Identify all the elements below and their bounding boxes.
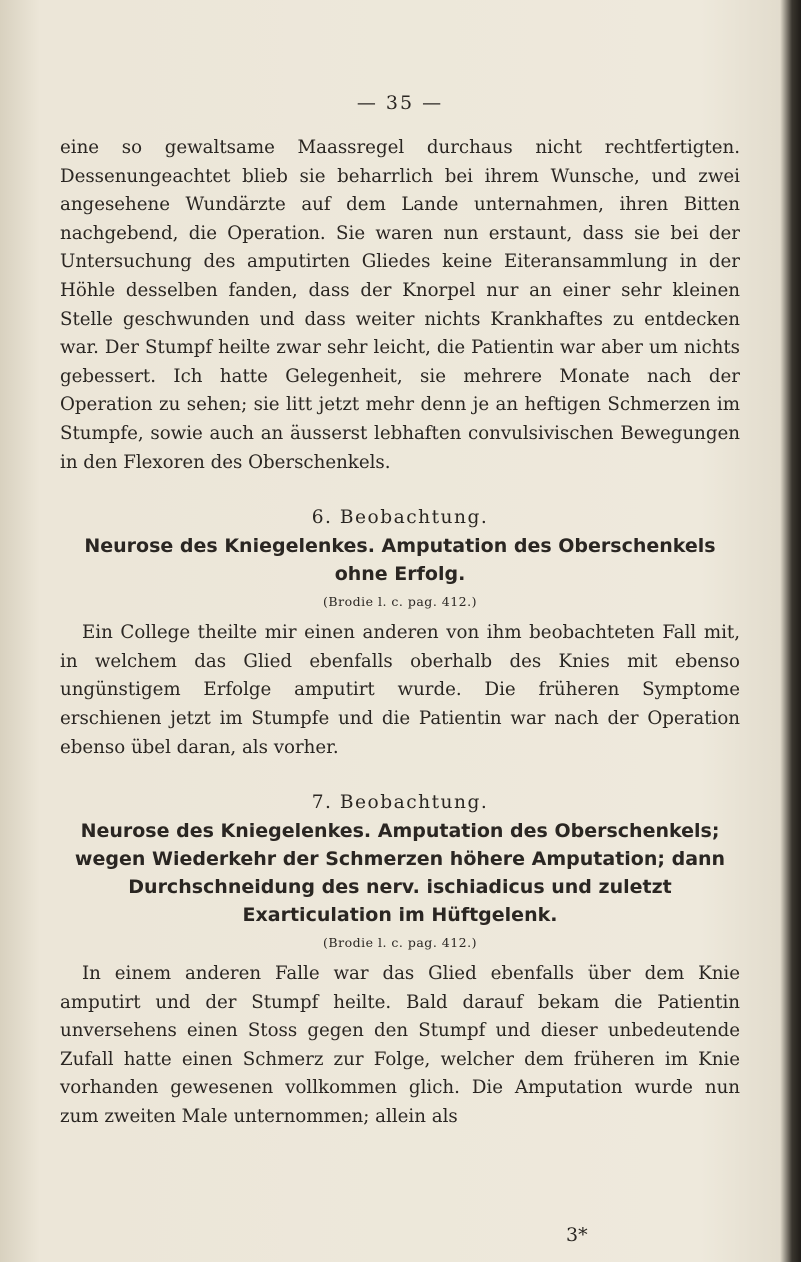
- observation-7-heading: 7. Beobachtung.: [311, 792, 489, 814]
- observation-6-source: (Brodie l. c. pag. 412.): [323, 594, 477, 610]
- page-number: — 35 —: [356, 92, 444, 114]
- page-content: [60, 92, 740, 1132]
- observation-6-text: Ein College theilte mir einen anderen von ihm beobachteten Fall mit, in welchem das Glied ebenfalls oberhalb des Knies mit ebenso ungünstigem Erfolge amputirt wurde. Die früheren Symptome erschienen jetzt im Stumpfe und die Patientin war nach der Operation ebenso übel daran, als vorher.: [60, 622, 740, 758]
- signature-mark: 3*: [566, 1224, 588, 1246]
- observation-6-heading: 6. Beobachtung.: [311, 507, 489, 529]
- observation-7-text: In einem anderen Falle war das Glied ebenfalls über dem Knie amputirt und der Stumpf heilte. Bald darauf bekam die Patientin unversehens einen Stoss gegen den Stumpf und dieser unbedeutende Zufall hatte einen Schmerz zur Folge, welcher dem früheren im Knie vorhanden gewesenen vollkommen glich. Die Amputation wurde nun zum zweiten Male unternommen; allein als: [60, 963, 740, 1128]
- observation-7-title: Neurose des Kniegelenkes. Amputation des Oberschenkels; wegen Wiederkehr der Schmerzen höhere Amputation; dann Durchschneidung des nerv. ischiadicus und zuletzt Exarticulation im Hüftgelenk.: [74, 820, 726, 927]
- paragraph-continued: eine so gewaltsame Maassregel durchaus nicht rechtfertigten. Dessenungeachtet blieb sie beharrlich bei ihrem Wunsche, und zwei angesehene Wundärzte auf dem Lande unternahmen, ihren Bitten nachgebend, die Operation. Sie waren nun erstaunt, dass sie bei der Untersuchung des amputirten Gliedes keine Eiteransammlung in der Höhle desselben fanden, dass der Knorpel nur an einer sehr kleinen Stelle geschwunden und dass weiter nichts Krankhaftes zu entdecken war. Der Stumpf heilte zwar sehr leicht, die Patientin war aber um nichts gebessert. Ich hatte Gelegenheit, sie mehrere Monate nach der Operation zu sehen; sie litt jetzt mehr denn je an heftigen Schmerzen im Stumpfe, sowie auch an äusserst lebhaften convulsivischen Bewegungen in den Flexoren des Oberschenkels.: [60, 137, 740, 473]
- observation-6-title: Neurose des Kniegelenkes. Amputation des Oberschenkels ohne Erfolg.: [84, 535, 716, 586]
- observation-7-source: (Brodie l. c. pag. 412.): [323, 935, 477, 951]
